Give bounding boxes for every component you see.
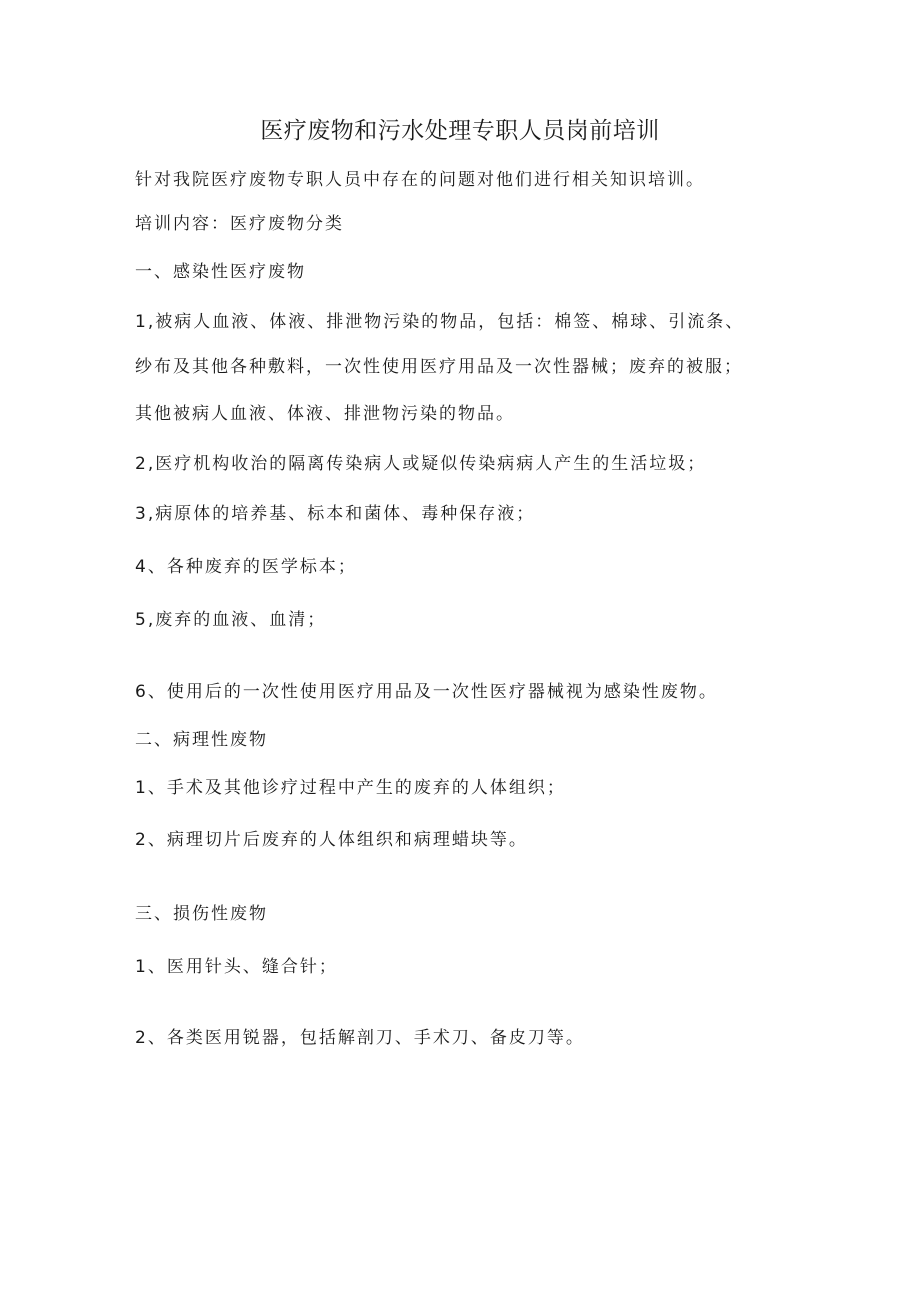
section-heading-infectious: 一、感染性医疗废物 (135, 262, 306, 282)
list-item: 1、医用针头、缝合针； (135, 957, 338, 977)
list-item: 2、各类医用锐器，包括解剖刀、手术刀、备皮刀等。 (135, 1028, 585, 1048)
list-item: 其他被病人血液、体液、排泄物污染的物品。 (135, 404, 515, 424)
section-heading-sharps: 三、损伤性废物 (135, 904, 268, 924)
list-item: 6、使用后的一次性使用医疗用品及一次性医疗器械视为感染性废物。 (135, 682, 718, 702)
list-item: 纱布及其他各种敷料，一次性使用医疗用品及一次性器械；废弃的被服； (135, 357, 743, 377)
list-item: 3,病原体的培养基、标本和菌体、毒种保存液； (135, 504, 536, 524)
document-title: 医疗废物和污水处理专职人员岗前培训 (260, 118, 660, 144)
list-item: 2,医疗机构收治的隔离传染病人或疑似传染病病人产生的生活垃圾； (135, 454, 707, 474)
list-item: 1,被病人血液、体液、排泄物污染的物品，包括：棉签、棉球、引流条、 (135, 312, 745, 332)
list-item: 5,废弃的血液、血清； (135, 610, 327, 630)
list-item: 2、病理切片后废弃的人体组织和病理蜡块等。 (135, 830, 528, 850)
list-item: 4、各种废弃的医学标本； (135, 557, 357, 577)
section-heading-pathological: 二、病理性废物 (135, 730, 268, 750)
intro-paragraph: 针对我院医疗废物专职人员中存在的问题对他们进行相关知识培训。 (135, 170, 705, 190)
list-item: 1、手术及其他诊疗过程中产生的废弃的人体组织； (135, 778, 566, 798)
training-content-label: 培训内容：医疗废物分类 (135, 214, 344, 234)
